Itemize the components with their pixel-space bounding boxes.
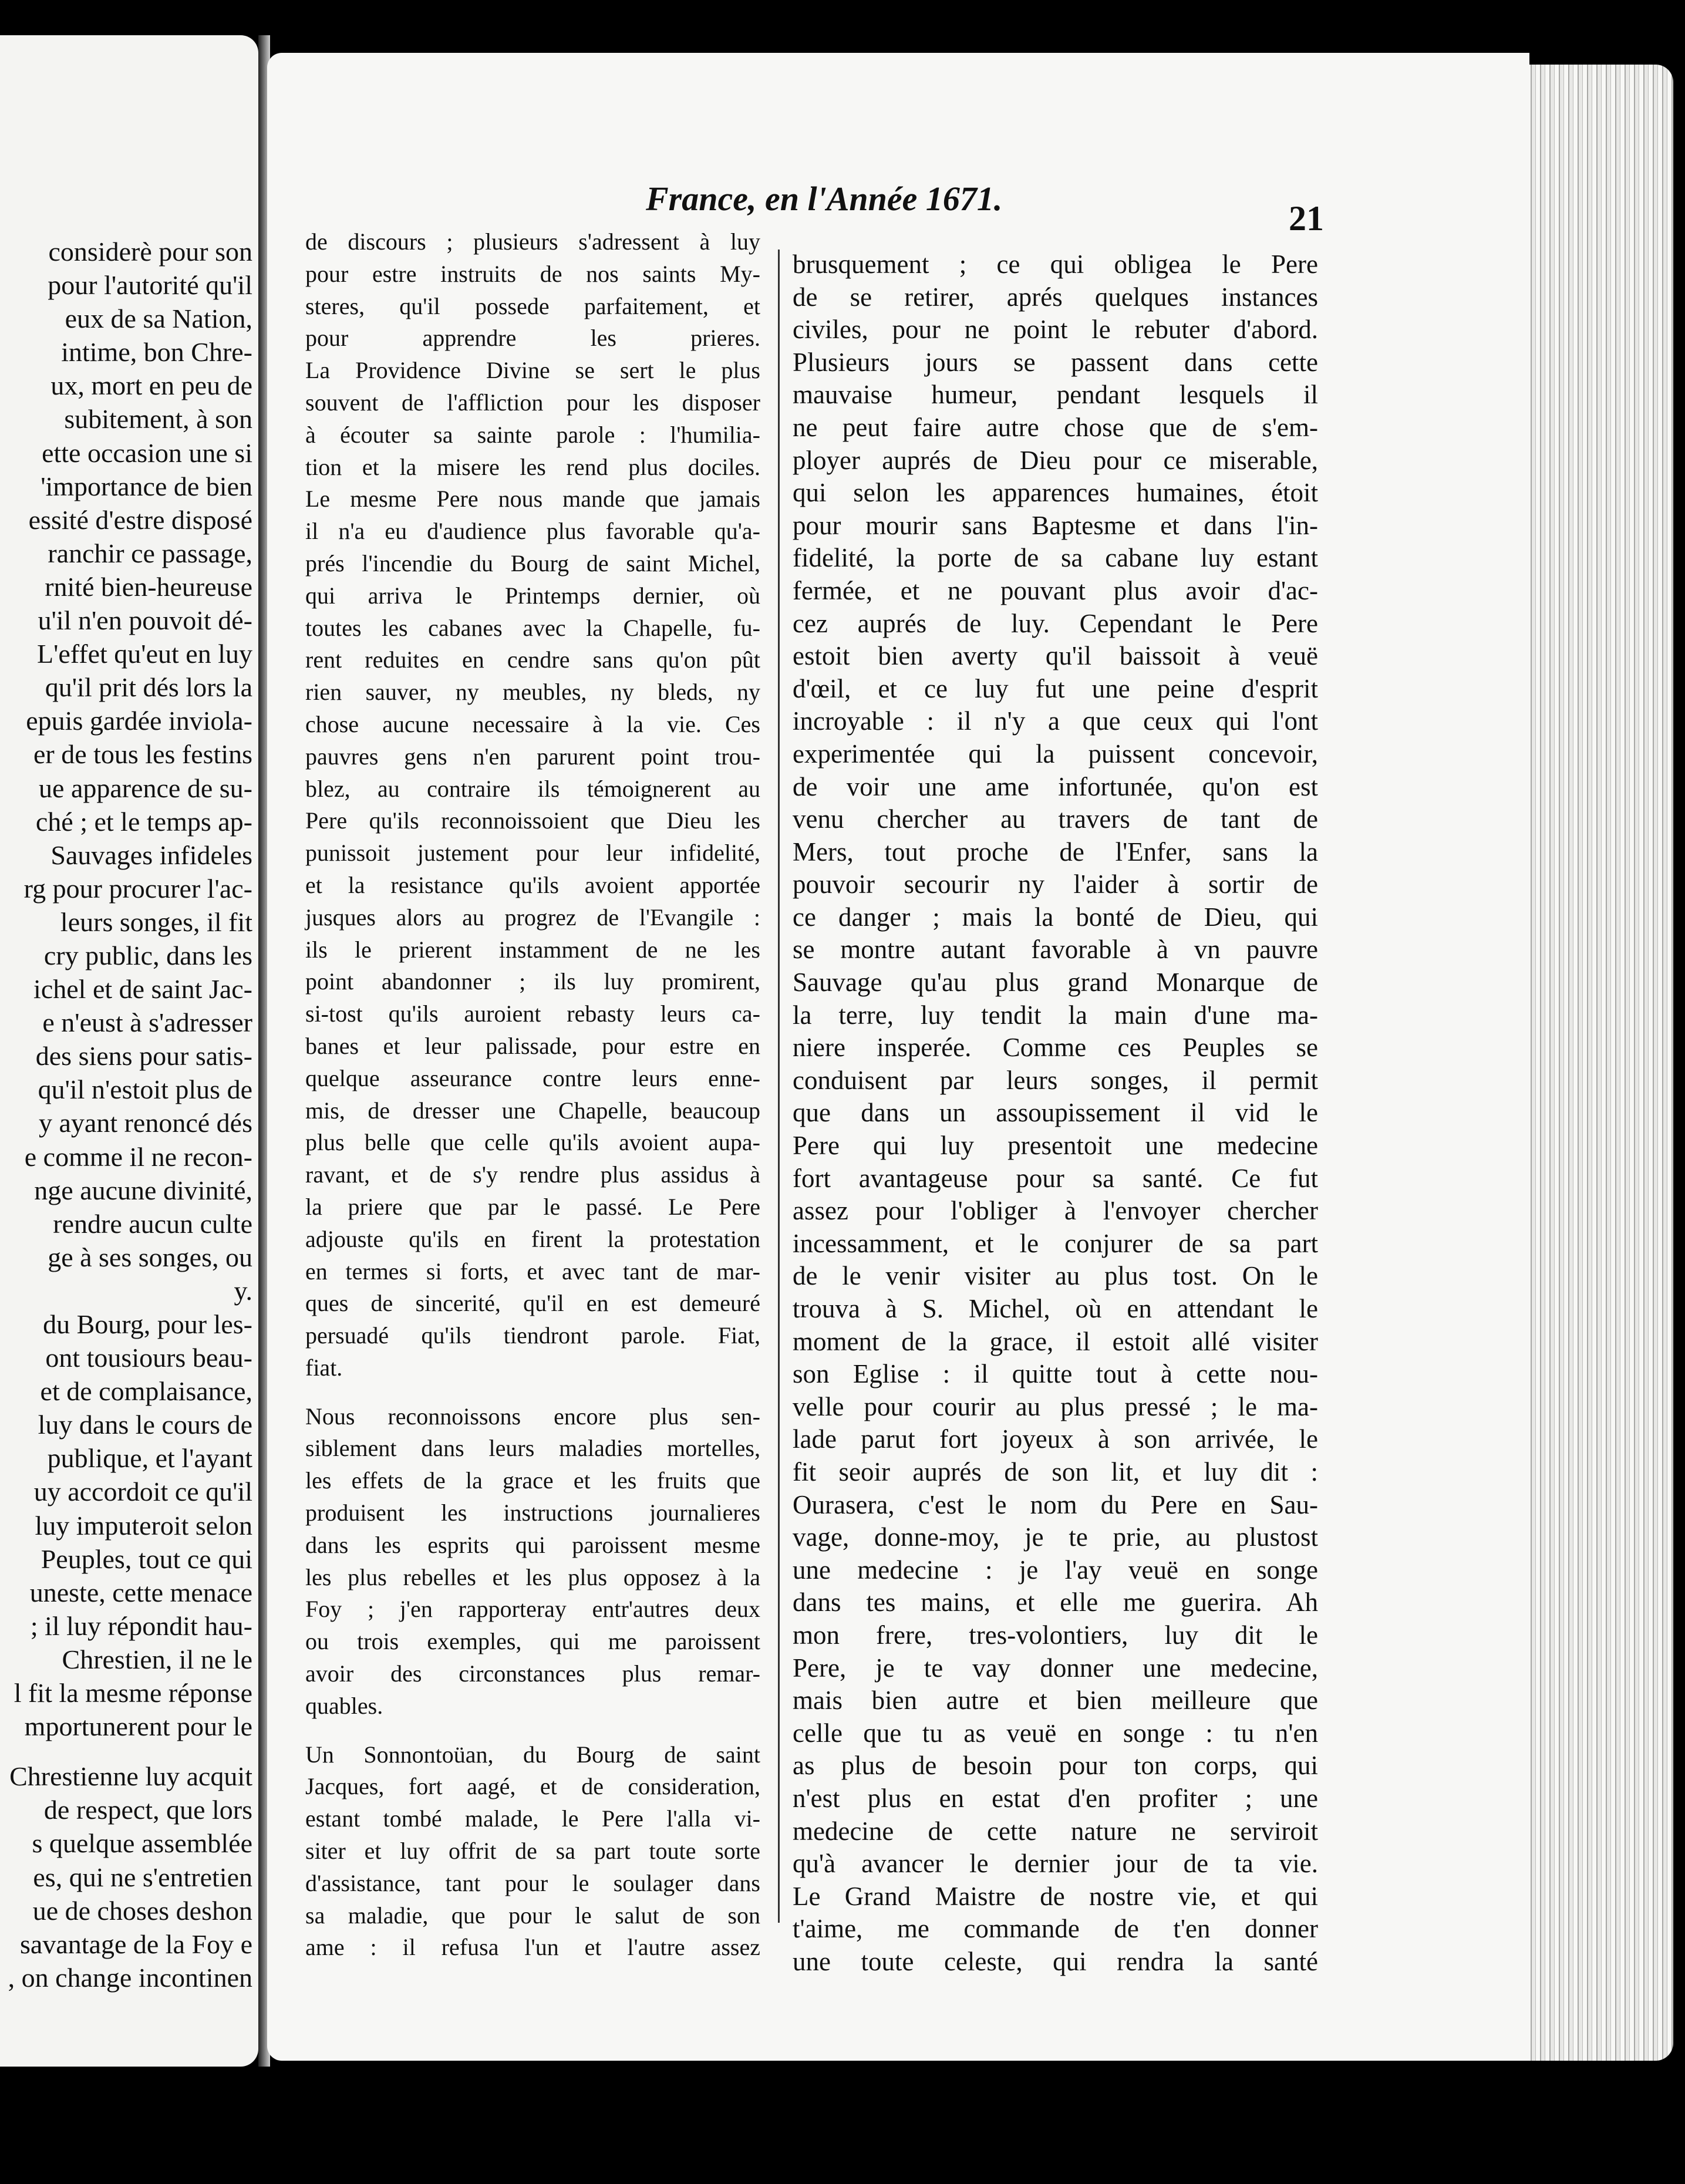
text-line: luy imputeroit selon	[35, 1510, 252, 1541]
text-line: Peuples, tout ce qui	[41, 1543, 252, 1574]
text-line: pauvres gens n'en parurent point trou-	[305, 743, 760, 770]
text-line: plus belle que celle qu'ils avoient aupa-	[305, 1129, 760, 1156]
text-line: ravant, et de s'y rendre plus assidus à	[305, 1161, 760, 1188]
text-line: uneste, cette menace	[29, 1577, 252, 1607]
text-line: Chrestien, il ne le	[62, 1644, 252, 1674]
text-line: qui selon les apparences humaines, étoit	[793, 478, 1318, 508]
text-line: rnité bien-heureuse	[45, 571, 252, 602]
text-line: produisent les instructions journalieres	[305, 1499, 760, 1526]
text-line: et la resistance qu'ils avoient apportée	[305, 871, 760, 898]
text-line: conduisent par leurs songes, il permit	[793, 1065, 1318, 1095]
text-line: Pere, je te vay donner une medecine,	[793, 1653, 1318, 1683]
text-line: ue de choses deshon	[32, 1895, 252, 1926]
text-line: n'est plus en estat d'en profiter ; une	[793, 1783, 1318, 1813]
text-line: si-tost qu'ils auroient rebasty leurs ca-	[305, 1000, 760, 1027]
text-line: moment de la grace, il estoit allé visiter	[793, 1326, 1318, 1356]
text-line: mais bien autre et bien meilleure que	[793, 1686, 1318, 1715]
text-line: u'il n'en pouvoit dé-	[38, 605, 252, 636]
text-line: siter et luy offrit de sa part toute sorte	[305, 1838, 760, 1865]
text-line: et de complaisance,	[40, 1376, 252, 1407]
text-line: L'effet qu'eut en luy	[37, 639, 252, 669]
text-line: t'aime, me commande de t'en donner	[793, 1914, 1318, 1944]
text-line: qui arriva le Printemps dernier, où	[305, 582, 760, 609]
text-line: ue apparence de su-	[39, 773, 252, 803]
text-line: ques de sincerité, qu'il en est demeuré	[305, 1290, 760, 1317]
text-line: es, qui ne s'entretien	[33, 1862, 252, 1892]
text-line: ranchir ce passage,	[48, 538, 252, 568]
text-line: ne peut faire autre chose que de s'em-	[793, 412, 1318, 442]
text-line: nge aucune divinité,	[34, 1175, 252, 1205]
text-line: banes et leur palissade, pour estre en	[305, 1032, 760, 1059]
text-line: du Bourg, pour les-	[43, 1309, 252, 1339]
text-line: brusquement ; ce qui obligea le Pere	[793, 250, 1318, 279]
text-line: uy accordoit ce qu'il	[33, 1477, 252, 1507]
text-line: vage, donne-moy, je te prie, au plustost	[793, 1522, 1318, 1552]
text-line: les effets de la grace et les fruits que	[305, 1467, 760, 1494]
text-line: en termes si forts, et avec tant de mar-	[305, 1258, 760, 1285]
text-line: velle pour courir au plus pressé ; le ma-	[793, 1391, 1318, 1421]
text-line: chose aucune necessaire à la vie. Ces	[305, 710, 760, 737]
text-line: niere insperée. Comme ces Peuples se	[793, 1033, 1318, 1063]
text-line: rien sauver, ny meubles, ny bleds, ny	[305, 679, 760, 706]
text-line: jusques alors au progrez de l'Evangile :	[305, 904, 760, 931]
text-line: persuadé qu'ils tiendront parole. Fiat,	[305, 1322, 760, 1349]
text-line: lade parut fort joyeux à son arrivée, le	[793, 1424, 1318, 1454]
text-line: mauvaise humeur, pendant lesquels il	[793, 380, 1318, 410]
text-line: ce danger ; mais la bonté de Dieu, qui	[793, 902, 1318, 932]
text-line: estoit bien averty qu'il baissoit à veuë	[793, 641, 1318, 671]
text-line: une toute celeste, qui rendra la santé	[793, 1946, 1318, 1976]
text-line: de se retirer, aprés quelques instances	[793, 282, 1318, 312]
text-line: quelque asseurance contre leurs enne-	[305, 1064, 760, 1091]
text-line: subitement, à son	[64, 404, 252, 434]
text-line: fidelité, la porte de sa cabane luy estant	[793, 543, 1318, 573]
text-line: cez auprés de luy. Cependant le Pere	[793, 608, 1318, 638]
running-head: France, en l'Année 1671.	[646, 180, 1003, 218]
text-line: eux de sa Nation,	[65, 304, 252, 334]
column-rule	[778, 250, 780, 1923]
text-line: ché ; et le temps ap-	[35, 806, 252, 837]
text-line: medecine de cette nature ne serviroit	[793, 1816, 1318, 1846]
text-line: as plus de besoin pour ton corps, qui	[793, 1751, 1318, 1781]
text-line: Jacques, fort aagé, et de consideration,	[305, 1773, 760, 1800]
text-line: mon frere, tres-volontiers, luy dit le	[793, 1620, 1318, 1650]
text-line: d'assistance, tant pour le soulager dans	[305, 1869, 760, 1896]
text-line: une medecine : je l'ay veuë en songe	[793, 1555, 1318, 1585]
facing-page-text	[0, 235, 252, 1994]
text-line: ame : il refusa l'un et l'autre assez	[305, 1934, 760, 1961]
text-line: les plus rebelles et les plus opposez à la	[305, 1563, 760, 1590]
text-line: pour l'autorité qu'il	[48, 270, 252, 301]
text-line: des siens pour satis-	[35, 1041, 252, 1071]
text-line: Pere qu'ils reconnoissoient que Dieu les	[305, 807, 760, 834]
text-line: savantage de la Foy e	[20, 1929, 252, 1959]
text-line: adjouste qu'ils en firent la protestation	[305, 1225, 760, 1252]
text-line	[305, 1384, 760, 1401]
text-line: s quelque assemblée	[32, 1828, 252, 1859]
text-line: ette occasion une si	[42, 437, 252, 468]
text-line: Ourasera, c'est le nom du Pere en Sau-	[793, 1489, 1318, 1519]
text-line: de discours ; plusieurs s'adressent à luy	[305, 228, 760, 255]
text-line: fiat.	[305, 1354, 343, 1381]
text-line: fort avantageuse pour sa santé. Ce fut	[793, 1163, 1318, 1193]
text-line: er de tous les festins	[33, 739, 252, 770]
text-line: fermée, et ne pouvant plus avoir d'ac-	[793, 575, 1318, 605]
text-line: cry public, dans les	[43, 940, 252, 970]
text-line: de respect, que lors	[43, 1795, 252, 1825]
text-line: epuis gardée inviola-	[26, 706, 252, 736]
text-line: Chrestienne luy acquit	[9, 1761, 252, 1792]
text-line: de voir une ame infortunée, qu'on est	[793, 771, 1318, 801]
text-line: ils le prierent instamment de ne les	[305, 936, 760, 963]
text-line: intime, bon Chre-	[61, 337, 252, 368]
text-line: que dans un assoupissement il vid le	[793, 1098, 1318, 1128]
text-line: punissoit justement pour leur infidelité,	[305, 840, 760, 867]
text-line: civiles, pour ne point le rebuter d'abord.	[793, 315, 1318, 345]
text-line: e n'eust à s'adresser	[42, 1007, 252, 1038]
text-line: se montre autant favorable à vn pauvre	[793, 935, 1318, 965]
text-line: Pere qui luy presentoit une medecine	[793, 1131, 1318, 1161]
text-line: leurs songes, il fit	[60, 906, 252, 937]
text-line: Foy ; j'en rapporteray entr'autres deux	[305, 1596, 760, 1623]
text-line: celle que tu as veuë en songe : tu n'en	[793, 1718, 1318, 1748]
text-line: dans tes mains, et elle me guerira. Ah	[793, 1588, 1318, 1617]
text-line: trouva à S. Michel, où en attendant le	[793, 1294, 1318, 1323]
text-line: luy dans le cours de	[38, 1410, 252, 1440]
text-line: mis, de dresser une Chapelle, beaucoup	[305, 1097, 760, 1124]
text-line: qu'à avancer le dernier jour de ta vie.	[793, 1849, 1318, 1879]
text-line: pour apprendre les prieres.	[305, 325, 760, 352]
text-line: siblement dans leurs maladies mortelles,	[305, 1435, 760, 1462]
text-line: dans les esprits qui paroissent mesme	[305, 1531, 760, 1558]
text-line: blez, au contraire ils témoignerent au	[305, 775, 760, 802]
text-line: y ayant renoncé dés	[38, 1108, 252, 1138]
text-line: quables.	[305, 1692, 383, 1719]
text-line: ichel et de saint Jac-	[33, 974, 252, 1005]
text-line: prés l'incendie du Bourg de saint Michel,	[305, 550, 760, 577]
text-column-1	[305, 226, 760, 1964]
text-line: avoir des circonstances plus remar-	[305, 1660, 760, 1687]
text-line: toutes les cabanes avec la Chapelle, fu-	[305, 614, 760, 641]
text-line: Sauvages infideles	[50, 840, 252, 870]
text-line: e comme il ne recon-	[24, 1141, 252, 1172]
text-line: 'importance de bien	[41, 471, 252, 501]
text-line: steres, qu'il possede parfaitement, et	[305, 292, 760, 319]
text-line: ge à ses songes, ou	[48, 1242, 252, 1272]
text-column-2	[793, 248, 1318, 1978]
text-line: qu'il n'estoit plus de	[38, 1074, 252, 1105]
text-line: tion et la misere les rend plus dociles.	[305, 453, 760, 480]
text-line: ou trois exemples, qui me paroissent	[305, 1628, 760, 1655]
text-line: Plusieurs jours se passent dans cette	[793, 347, 1318, 377]
text-line: fit seoir auprés de son lit, et luy dit :	[793, 1457, 1318, 1487]
text-line: sa maladie, que pour le salut de son	[305, 1902, 760, 1929]
text-line: experimentée qui la puissent concevoir,	[793, 739, 1318, 769]
text-line: rg pour procurer l'ac-	[23, 873, 252, 904]
text-line: , on change incontinen	[8, 1962, 252, 1993]
facing-page-left	[0, 35, 258, 2067]
text-line: pour estre instruits de nos saints My-	[305, 260, 760, 287]
text-line: son Eglise : il quitte tout à cette nou-	[793, 1359, 1318, 1389]
text-line: Nous reconnoissons encore plus sen-	[305, 1403, 760, 1430]
text-line: il n'a eu d'audience plus favorable qu'a-	[305, 518, 760, 545]
text-line: incessamment, et le conjurer de sa part	[793, 1228, 1318, 1258]
text-line: incroyable : il n'y a que ceux qui l'ont	[793, 706, 1318, 736]
text-line: à écouter sa sainte parole : l'humilia-	[305, 421, 760, 448]
text-line: Sauvage qu'au plus grand Monarque de	[793, 968, 1318, 997]
text-line: La Providence Divine se sert le plus	[305, 357, 760, 384]
text-line: mportunerent pour le	[24, 1711, 252, 1742]
text-line: souvent de l'affliction pour les disposer	[305, 389, 760, 416]
text-line: Le Grand Maistre de nostre vie, et qui	[793, 1881, 1318, 1911]
text-line: pour mourir sans Baptesme et dans l'in-	[793, 510, 1318, 540]
text-line: ployer auprés de Dieu pour ce miserable,	[793, 445, 1318, 475]
text-line: ; il luy répondit hau-	[30, 1610, 252, 1641]
text-line: venu chercher au travers de tant de	[793, 804, 1318, 834]
text-line: pouvoir secourir ny l'aider à sortir de	[793, 869, 1318, 899]
text-line: point abandonner ; ils luy promirent,	[305, 968, 760, 995]
text-line: la priere que par le passé. Le Pere	[305, 1193, 760, 1220]
text-line: considerè pour son	[48, 237, 252, 267]
text-line: Un Sonnontoüan, du Bourg de saint	[305, 1741, 760, 1768]
text-line: de le venir visiter au plus tost. On le	[793, 1261, 1318, 1291]
text-line: ont tousiours beau-	[45, 1343, 252, 1373]
text-line	[305, 1723, 760, 1739]
page-number: 21	[1289, 199, 1324, 238]
text-line: ux, mort en peu de	[50, 370, 252, 401]
text-line: qu'il prit dés lors la	[45, 672, 252, 703]
text-line: estant tombé malade, le Pere l'alla vi-	[305, 1805, 760, 1832]
text-line: Mers, tout proche de l'Enfer, sans la	[793, 837, 1318, 867]
text-line: l fit la mesme réponse	[14, 1678, 252, 1708]
text-line: rent reduites en cendre sans qu'on pût	[305, 646, 760, 673]
text-line: Le mesme Pere nous mande que jamais	[305, 486, 760, 513]
text-line: d'œil, et ce luy fut une peine d'esprit	[793, 673, 1318, 703]
text-line: assez pour l'obliger à l'envoyer chercher	[793, 1196, 1318, 1226]
text-line: la terre, luy tendit la main d'une ma-	[793, 1000, 1318, 1030]
text-line: rendre aucun culte	[53, 1208, 252, 1239]
text-line: essité d'estre disposé	[28, 504, 252, 535]
text-line: y.	[234, 1275, 252, 1306]
text-line	[0, 1743, 252, 1760]
text-line: publique, et l'ayant	[47, 1443, 252, 1474]
